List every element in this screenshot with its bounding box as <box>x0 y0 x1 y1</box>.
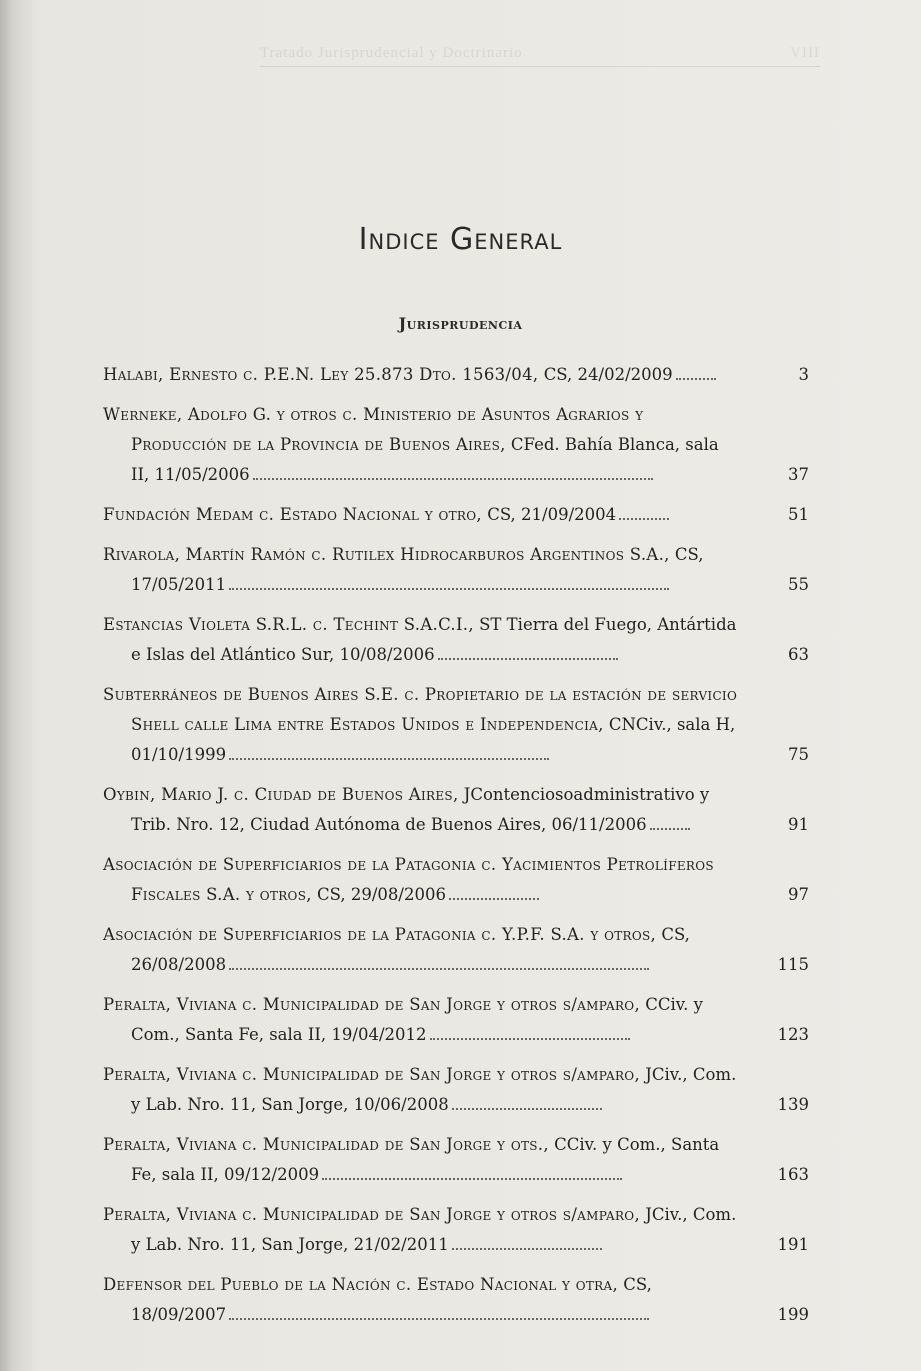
dot-leader <box>229 757 549 760</box>
dot-leader <box>619 517 669 520</box>
bleed-header-left: Tratado Jurisprudencial y Doctrinario <box>260 45 523 61</box>
entry-page-number: 63 <box>788 645 809 664</box>
entry-court: ST Tierra del Fuego, Antártida e Islas del Atlántico Sur, 10/08/2006 <box>131 615 737 664</box>
entry-page-number: 75 <box>788 745 809 764</box>
entry-page-number: 51 <box>788 505 809 524</box>
toc-entry <box>103 1270 809 1330</box>
entry-page-number: 139 <box>777 1095 809 1114</box>
entry-page-number: 37 <box>788 465 809 484</box>
entry-page-number: 163 <box>777 1165 809 1184</box>
toc-entry <box>103 920 809 980</box>
toc-entry <box>103 1060 809 1120</box>
entry-parties: Fundación Medam c. Estado Nacional y otro, <box>103 505 482 524</box>
dot-leader <box>438 657 618 660</box>
dot-leader <box>229 587 669 590</box>
entry-parties: Estancias Violeta S.R.L. c. Techint S.A.C.I., <box>103 615 474 634</box>
dot-leader <box>452 1247 602 1250</box>
entry-parties: Subterráneos de Buenos Aires S.E. c. Propietario de la estación de servicio Shell calle Lima entre Estados Unidos e Independencia, <box>103 685 738 734</box>
entry-page-number: 123 <box>777 1025 809 1044</box>
toc-entry <box>103 1200 809 1260</box>
entry-parties: Peralta, Viviana c. Municipalidad de San Jorge y otros s/amparo, <box>103 1205 640 1224</box>
dot-leader <box>229 967 649 970</box>
entry-court: CFed. Bahía Blanca, sala II, 11/05/2006 <box>131 435 719 484</box>
dot-leader <box>322 1177 622 1180</box>
entry-court: CCiv. y Com., Santa Fe, sala II, 19/04/2012 <box>131 995 703 1044</box>
dot-leader <box>253 477 653 480</box>
page-title-text: Indice General <box>358 222 563 257</box>
dot-leader <box>229 1317 649 1320</box>
toc-entry <box>103 400 809 490</box>
dot-leader <box>650 827 690 830</box>
entry-court: JCiv., Com. y Lab. Nro. 11, San Jorge, 10/06/2008 <box>131 1065 737 1114</box>
entry-page-number: 3 <box>798 365 809 384</box>
toc-entry <box>103 360 809 390</box>
entry-parties: Asociación de Superficiarios de la Patagonia c. Y.P.F. S.A. y otros, <box>103 925 657 944</box>
toc-entry <box>103 850 809 910</box>
entry-page-number: 191 <box>777 1235 809 1254</box>
entry-court: CCiv. y Com., Santa Fe, sala II, 09/12/2009 <box>131 1135 720 1184</box>
page-title <box>0 222 921 257</box>
entry-parties: Defensor del Pueblo de la Nación c. Estado Nacional y otra, <box>103 1275 619 1294</box>
entry-court: CNCiv., sala H, 01/10/1999 <box>131 715 736 764</box>
toc-entry <box>103 610 809 670</box>
toc-entries <box>103 360 809 1330</box>
dot-leader <box>676 377 716 380</box>
entry-parties: Rivarola, Martín Ramón c. Rutilex Hidrocarburos Argentinos S.A., <box>103 545 670 564</box>
toc-entry <box>103 680 809 770</box>
entry-page-number: 91 <box>788 815 809 834</box>
entry-court: JContenciosoadministrativo y Trib. Nro. 12, Ciudad Autónoma de Buenos Aires, 06/11/2006 <box>131 785 710 834</box>
entry-page-number: 55 <box>788 575 809 594</box>
bleed-header-rule <box>260 66 820 67</box>
dot-leader <box>449 897 539 900</box>
entry-page-number: 97 <box>788 885 809 904</box>
entry-parties: Werneke, Adolfo G. y otros c. Ministerio de Asuntos Agrarios y Producción de la Provincia de Buenos Aires, <box>103 405 644 454</box>
entry-court: CS, 29/08/2006 <box>317 885 446 904</box>
entry-court: CS, 17/05/2011 <box>131 545 704 594</box>
entry-court: CS, 24/02/2009 <box>543 365 673 384</box>
entry-parties: Peralta, Viviana c. Municipalidad de San Jorge y otros s/amparo, <box>103 1065 640 1084</box>
dot-leader <box>452 1107 602 1110</box>
toc-entry <box>103 1130 809 1190</box>
entry-page-number: 199 <box>777 1305 809 1324</box>
entry-court: JCiv., Com. y Lab. Nro. 11, San Jorge, 21/02/2011 <box>131 1205 737 1254</box>
entry-court: CS, 21/09/2004 <box>487 505 617 524</box>
toc-entry <box>103 540 809 600</box>
dot-leader <box>430 1037 630 1040</box>
section-heading <box>0 314 921 333</box>
entry-court: CS, 26/08/2008 <box>131 925 690 974</box>
toc-entry <box>103 990 809 1050</box>
entry-parties: Oybin, Mario J. c. Ciudad de Buenos Aires, <box>103 785 459 804</box>
entry-parties: Halabi, Ernesto c. P.E.N. Ley 25.873 Dto. 1563/04, <box>103 365 539 384</box>
entry-parties: Peralta, Viviana c. Municipalidad de San Jorge y otros s/amparo, <box>103 995 640 1014</box>
entry-parties: Asociación de Superficiarios de la Patagonia c. Yacimientos Petrolíferos Fiscales S.A. y otros, <box>103 855 714 904</box>
section-heading-text: Jurisprudencia <box>398 314 523 333</box>
toc-entry <box>103 500 809 530</box>
bleed-through-header <box>260 45 820 67</box>
bleed-header-right: VIII <box>790 45 820 61</box>
entry-court: CS, 18/09/2007 <box>131 1275 652 1324</box>
entry-parties: Peralta, Viviana c. Municipalidad de San Jorge y ots., <box>103 1135 549 1154</box>
entry-page-number: 115 <box>777 955 809 974</box>
toc-entry <box>103 780 809 840</box>
